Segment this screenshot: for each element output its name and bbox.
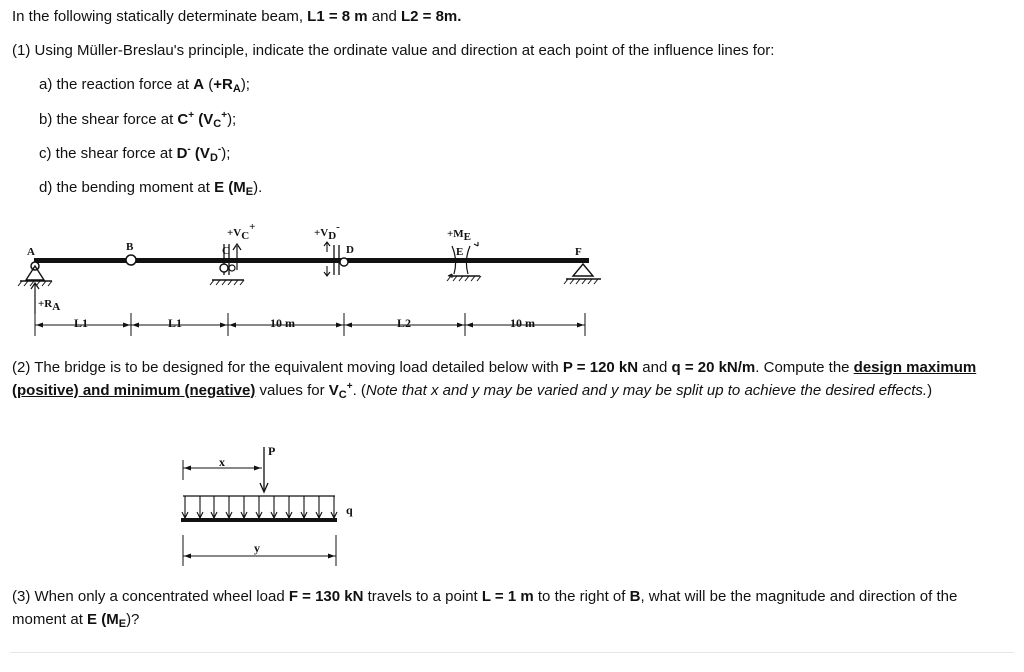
point-f-label: F: [575, 246, 582, 258]
item-c: c) the shear force at D- $(V_D^-)$;: [39, 144, 231, 164]
ra-annotation: +RA: [38, 298, 61, 313]
x-label: x: [219, 455, 225, 469]
point-load-p: [260, 447, 268, 492]
point-c-label: C: [222, 245, 230, 257]
y-label: y: [254, 541, 260, 555]
p-label: P: [268, 444, 276, 458]
q-label: q: [346, 503, 353, 517]
question-2-text: (2) The bridge is to be designed for the equivalent moving load detailed below with P = 120 kN and q = 20 kN/m. Compute the design maximum (positive) and minimum (negative) values for $V_C^+$. (Note that x and y may be varied and y may be split up to achieve the desired effects.): [12, 359, 977, 401]
intro-text: In the following statically determinate beam, L1 = 8 m and L2 = 8m.: [12, 8, 462, 25]
distributed-load-q: [181, 496, 337, 522]
point-b-label: B: [126, 241, 134, 253]
vc-annotation: +VC+: [227, 221, 256, 242]
item-d: d) the bending moment at E $(M_E)$.: [39, 179, 263, 198]
vd-annotation: +VD-: [314, 221, 340, 242]
point-a-label: A: [27, 246, 35, 258]
bottom-divider: [10, 652, 1014, 653]
span-label-4: L2: [397, 316, 412, 330]
item-a: a) the reaction force at A $(+R_A)$;: [39, 76, 250, 95]
span-label-5: 10 m: [510, 316, 535, 330]
span-label-2: L1: [168, 316, 183, 330]
question-3-text: (3) When only a concentrated wheel load F = 130 kN travels to a point L = 1 m to the right of B, what will be the magnitude and direction of the moment at E $(M_E)$?: [12, 588, 958, 630]
item-b: b) the shear force at C+ $(V_C^+)$;: [39, 110, 237, 130]
point-e-label: E: [456, 246, 464, 258]
question-1-intro: (1) Using Müller-Breslau's principle, indicate the ordinate value and direction at each point of the influence lines for:: [12, 42, 775, 59]
span-label-3: 10 m: [270, 316, 295, 330]
span-label-1: L1: [74, 316, 89, 330]
me-annotation: +ME: [447, 228, 471, 243]
point-d-label: D: [346, 244, 354, 256]
